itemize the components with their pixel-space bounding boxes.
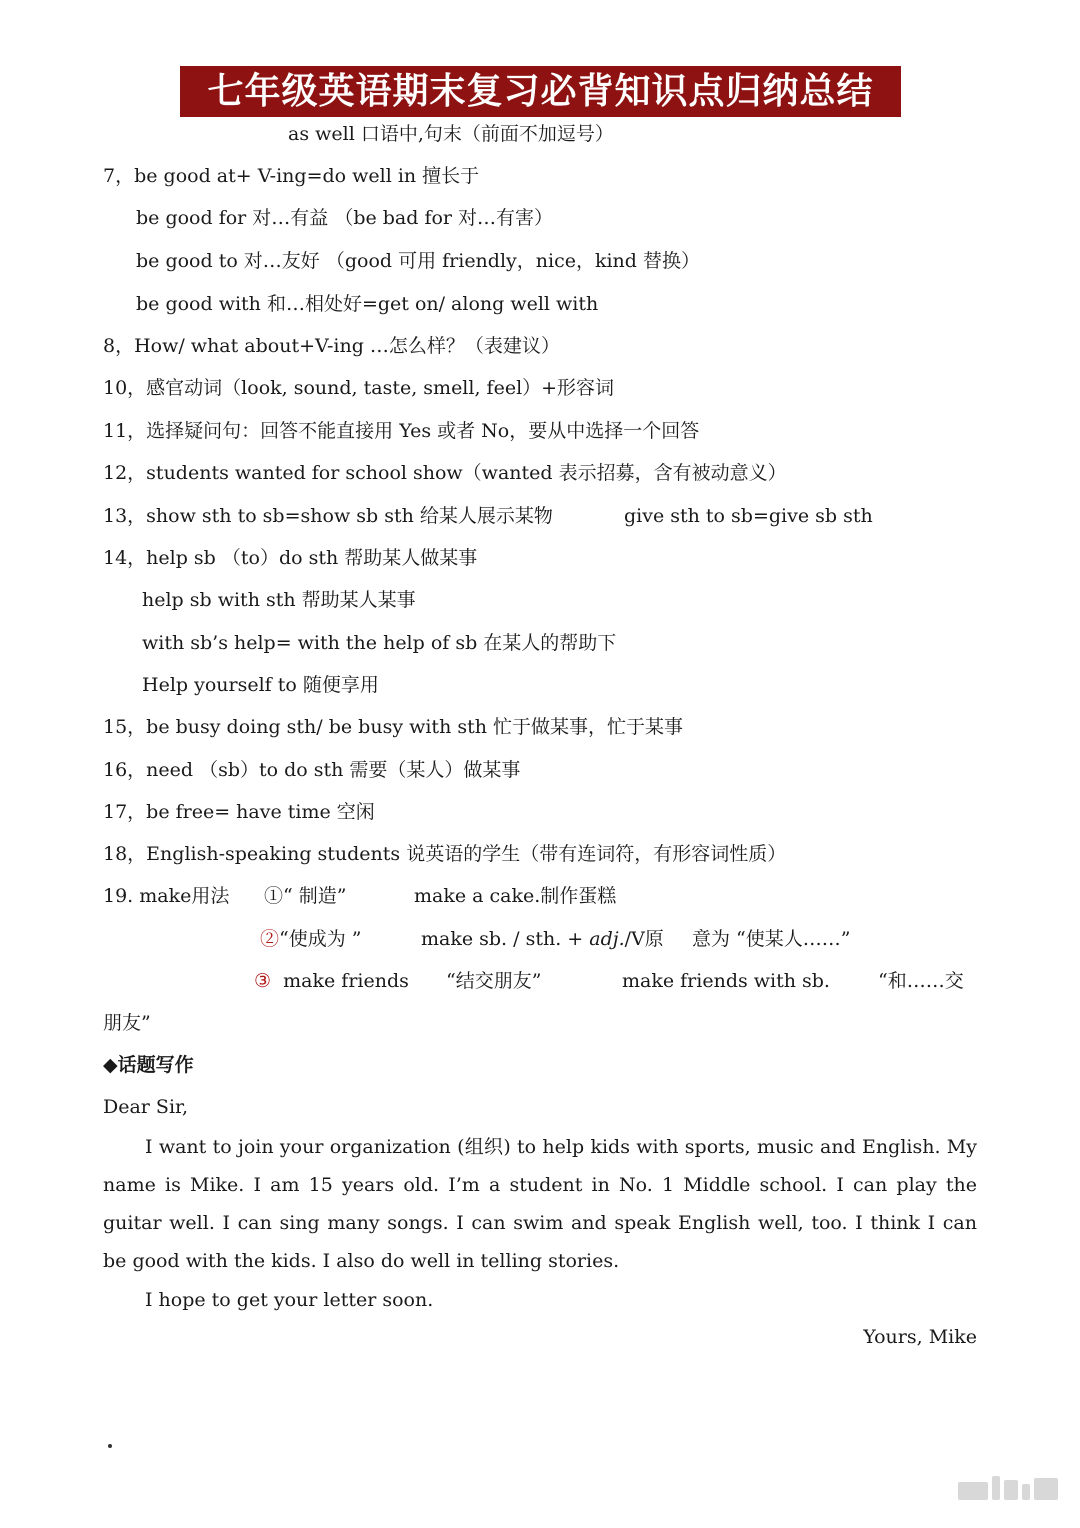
letter-paragraph-1: I want to join your organization (组织) to help kids with sports, music and English. My name is Mike. I am 15 years old. I’m a student in No. 1 Middle school. I can play the guitar well. I can sing many songs. I can swim and speak English well, too. I think I can be good with the kids. I also do well in telling stories. xyxy=(103,1136,977,1272)
letter-body xyxy=(103,1128,977,1280)
item-14-help-yourself: Help yourself to 随便享用 xyxy=(142,674,379,696)
example-2-post: /V原 xyxy=(624,928,664,950)
item-19-example-2 xyxy=(421,926,664,952)
item-7-good-to: be good to 对…友好 （good 可用 friendly，nice，kind 替换） xyxy=(136,250,700,272)
toolbar-icon-2[interactable] xyxy=(992,1476,1000,1500)
example-2-pre: make sb. / sth. + xyxy=(421,928,590,950)
writing-heading: ◆话题写作 xyxy=(103,1054,194,1076)
item-13-give: give sth to sb=give sb sth xyxy=(624,505,873,527)
item-19-meaning-3: “结交朋友” xyxy=(446,970,542,992)
item-12: 12，students wanted for school show（wanted 表示招募，含有被动意义） xyxy=(103,462,787,484)
letter-signature: Yours, Mike xyxy=(863,1326,977,1348)
item-17: 17，be free= have time 空闲 xyxy=(103,801,375,823)
item-15: 15，be busy doing sth/ be busy with sth 忙于做某事，忙于某事 xyxy=(103,716,684,738)
item-13: 13，show sth to sb=show sb sth 给某人展示某物 xyxy=(103,505,553,527)
item-7: 7，be good at+ V-ing=do well in 擅长于 xyxy=(103,165,480,187)
page-dot xyxy=(108,1444,112,1448)
item-19-meaning-3c: 朋友” xyxy=(103,1012,151,1034)
toolbar-icon-3[interactable] xyxy=(1004,1480,1018,1500)
toolbar-icon-5[interactable] xyxy=(1034,1478,1058,1500)
note-as-well: as well 口语中,句末（前面不加逗号） xyxy=(288,123,614,145)
circled-number-2: ② xyxy=(260,928,280,950)
item-19-make-1: ①“ 制造” xyxy=(264,885,347,907)
item-19-make-2 xyxy=(260,926,361,952)
toolbar-icon-1[interactable] xyxy=(958,1482,988,1500)
item-18: 18，English-speaking students 说英语的学生（带有连词符，有形容词性质） xyxy=(103,843,787,865)
circled-number-3: ③ xyxy=(254,970,272,992)
letter-greeting: Dear Sir, xyxy=(103,1096,189,1118)
item-14: 14，help sb （to）do sth 帮助某人做某事 xyxy=(103,547,478,569)
item-8: 8，How/ what about+V-ing …怎么样？（表建议） xyxy=(103,335,560,357)
item-16: 16，need （sb）to do sth 需要（某人）做某事 xyxy=(103,759,521,781)
item-10: 10，感官动词（look, sound, taste, smell, feel）+形容词 xyxy=(103,377,615,399)
page-title: 七年级英语期末复习必背知识点归纳总结 xyxy=(180,66,901,117)
letter-paragraph-2: I hope to get your letter soon. xyxy=(145,1289,434,1311)
item-19-make-3 xyxy=(254,968,409,994)
example-2-adj: adj. xyxy=(589,928,625,950)
item-19-make-3-label: make friends xyxy=(283,970,409,992)
item-19-make-2-label: “使成为 ” xyxy=(279,928,362,950)
item-14-with-help: with sb’s help= with the help of sb 在某人的帮助下 xyxy=(142,632,617,654)
item-19-example-1: make a cake.制作蛋糕 xyxy=(414,885,617,907)
item-19-meaning-2: 意为 “使某人……” xyxy=(692,928,851,950)
item-7-good-with: be good with 和…相处好=get on/ along well with xyxy=(136,293,599,315)
item-19: 19. make用法 xyxy=(103,885,230,907)
viewer-toolbar[interactable] xyxy=(958,1476,1058,1500)
item-7-good-for: be good for 对…有益 （be bad for 对…有害） xyxy=(136,207,554,229)
item-14-help-with: help sb with sth 帮助某人某事 xyxy=(142,589,416,611)
item-19-meaning-3b: “和……交 xyxy=(878,970,964,992)
toolbar-icon-4[interactable] xyxy=(1022,1484,1030,1500)
item-19-example-3: make friends with sb. xyxy=(622,970,830,992)
item-11: 11，选择疑问句：回答不能直接用 Yes 或者 No，要从中选择一个回答 xyxy=(103,420,700,442)
